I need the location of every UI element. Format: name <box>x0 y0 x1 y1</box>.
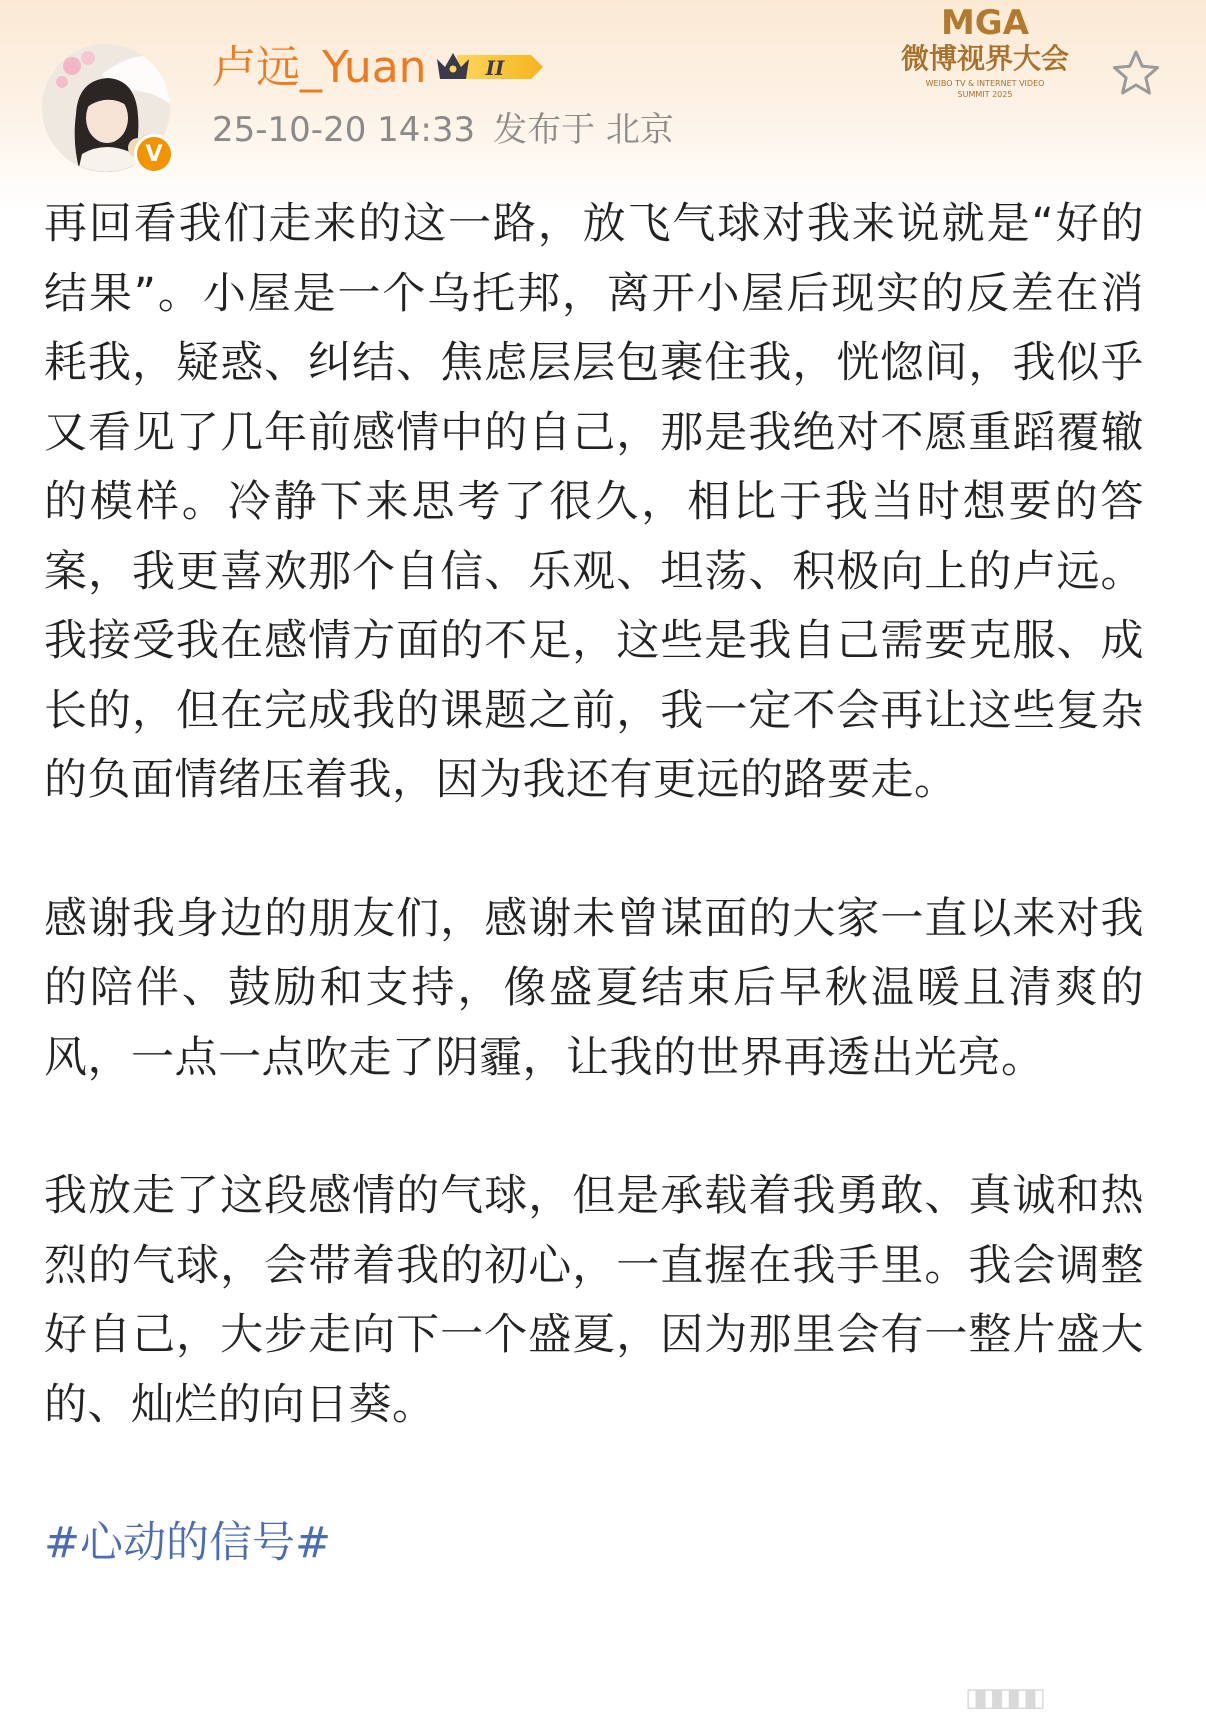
event-logo <box>890 0 1080 106</box>
hashtag-link[interactable]: #心动的信号# <box>44 1518 332 1568</box>
logo-subtitle-line2: SUMMIT 2025 <box>957 90 1013 99</box>
post-content <box>44 190 1144 1579</box>
logo-title: 微博视界大会 <box>900 42 1070 75</box>
star-outline-icon[interactable] <box>1108 46 1164 102</box>
verified-v-icon: V <box>134 134 174 174</box>
post-paragraph-1: 再回看我们走来的这一路，放飞气球对我来说就是“好的结果”。小屋是一个乌托邦，离开小屋后现实的反差在消耗我，疑惑、纠结、焦虑层层包裹住我，恍惚间，我似乎又看见了几年前感情中的自己，那是我绝对不愿重蹈覆辙的模样。冷静下来思考了很久，相比于我当时想要的答案，我更喜欢那个自信、乐观、坦荡、积极向上的卢远。我接受我在感情方面的不足，这些是我自己需要克服、成长的，但在完成我的课题之前，我一定不会再让这些复杂的负面情绪压着我，因为我还有更远的路要走。 <box>44 199 1144 805</box>
avatar[interactable] <box>42 44 170 172</box>
crown-member-icon[interactable] <box>433 45 549 89</box>
post-paragraph-3: 我放走了这段感情的气球，但是承载着我勇敢、真诚和热烈的气球，会带着我的初心，一直握在我手里。我会调整好自己，大步走向下一个盛夏，因为那里会有一整片盛大的、灿烂的向日葵。 <box>44 1171 1144 1430</box>
logo-subtitle-line1: WEIBO TV & INTERNET VIDEO <box>925 79 1045 88</box>
member-level-label: II <box>485 56 505 80</box>
post-meta <box>212 108 692 152</box>
post-location: 发布于 北京 <box>493 110 674 150</box>
author-name[interactable]: 卢远_Yuan <box>212 42 427 93</box>
logo-mark: MGA <box>940 3 1030 43</box>
post-timestamp: 25-10-20 14:33 <box>212 110 476 150</box>
post-paragraph-2: 感谢我身边的朋友们，感谢未曾谋面的大家一直以来对我的陪伴、鼓励和支持，像盛夏结束后早秋温暖且清爽的风，一点一点吹走了阴霾，让我的世界再透出光亮。 <box>44 893 1144 1083</box>
watermark: ▯▮▯▮▯▮▯▮▯ <box>965 1683 1040 1713</box>
